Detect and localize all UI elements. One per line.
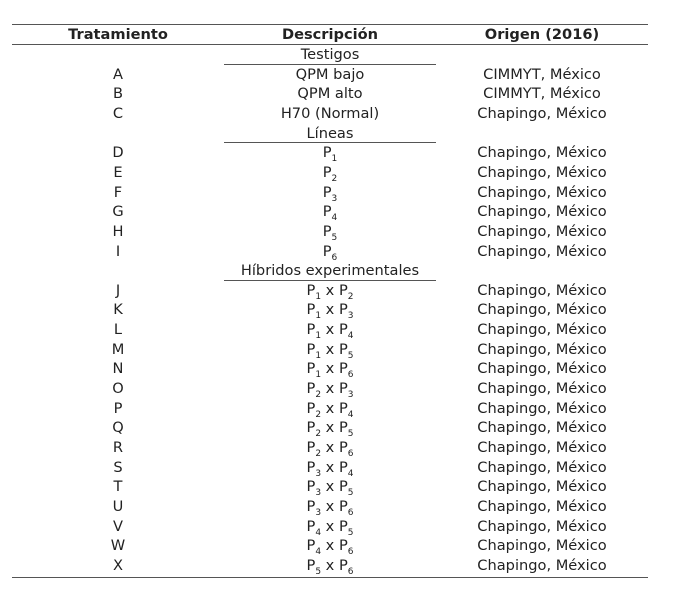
treatment-cell: A	[113, 65, 123, 83]
origin-cell: Chapingo, México	[477, 340, 607, 358]
origin-cell: Chapingo, México	[477, 144, 607, 162]
description-text: H70 (Normal)	[280, 104, 380, 122]
parent-1-index: 2	[315, 449, 322, 459]
origin-cell: Chapingo, México	[477, 419, 607, 437]
parent-2-index: 5	[347, 527, 354, 538]
origin-cell: Chapingo, México	[477, 222, 607, 240]
parent-2-index: 5	[347, 350, 354, 361]
description-cell	[224, 84, 436, 104]
description-cell: $P_1$ x $P_3$	[306, 301, 354, 322]
origin-cell: Chapingo, México	[477, 478, 607, 496]
origin-cell: Chapingo, México	[477, 399, 607, 417]
treatment-cell: P	[113, 399, 123, 417]
table-row	[12, 418, 648, 438]
treatment-cell: I	[115, 242, 121, 260]
description-cell: $P_1$ x $P_2$	[306, 281, 354, 302]
group-title: Testigos	[300, 46, 360, 63]
parent-1-index: 2	[315, 409, 322, 420]
description-cell: $P_1$ x $P_6$	[306, 360, 354, 381]
origin-cell: Chapingo, México	[477, 301, 607, 319]
parent-2-index: 4	[347, 331, 354, 342]
parent-1-index: 1	[315, 291, 322, 302]
table-row	[12, 300, 648, 320]
table-row	[12, 183, 648, 203]
treatment-cell: O	[112, 380, 124, 398]
table-row	[12, 202, 648, 222]
description-text: QPM bajo	[295, 65, 365, 83]
description-cell: $P_3$ x $P_6$	[306, 497, 354, 518]
parent-1-index: 1	[331, 154, 338, 165]
parent-2-index: 3	[347, 311, 354, 322]
origin-cell: Chapingo, México	[477, 281, 607, 299]
origin-cell: Chapingo, México	[477, 163, 607, 181]
parent-2-index: 5	[347, 488, 354, 499]
table-row	[12, 359, 648, 379]
origin-cell: CIMMYT, México	[483, 65, 601, 83]
treatment-cell: Q	[112, 419, 124, 437]
parent-1-index: 4	[331, 213, 338, 224]
parent-1-index: 4	[315, 527, 322, 538]
group-title: Híbridos experimentales	[240, 262, 420, 280]
description-cell: $P_5$ x $P_6$	[306, 556, 354, 577]
table-row	[12, 438, 648, 458]
table-row	[12, 399, 648, 419]
table-row	[12, 143, 648, 163]
description-cell: $P_3$ x $P_4$	[306, 458, 354, 479]
origin-cell: Chapingo, México	[477, 537, 607, 555]
parent-2-index: 5	[347, 429, 354, 440]
treatment-cell: C	[112, 104, 124, 122]
parent-1-index: 6	[331, 252, 338, 263]
origin-cell: Chapingo, México	[477, 380, 607, 398]
treatment-cell: K	[113, 301, 123, 319]
origin-cell: Chapingo, México	[477, 203, 607, 221]
description-text: QPM alto	[297, 85, 363, 103]
table-row	[12, 458, 648, 478]
parent-1-index: 1	[315, 370, 322, 381]
treatment-cell: B	[112, 85, 123, 103]
description-cell: $P_3$	[322, 183, 338, 204]
parent-1-index: 2	[315, 429, 322, 440]
origin-cell: Chapingo, México	[477, 497, 607, 515]
description-cell: $P_2$ x $P_4$	[306, 399, 354, 420]
treatment-cell: E	[113, 163, 123, 181]
treatment-cell: U	[112, 497, 124, 515]
parent-1-index: 3	[315, 468, 322, 479]
treatment-cell: W	[110, 537, 126, 555]
description-cell: $P_4$ x $P_6$	[306, 537, 354, 558]
description-cell: $P_2$ x $P_5$	[306, 419, 354, 440]
header-description: Descripción	[281, 26, 379, 43]
parent-2-index: 6	[347, 370, 354, 381]
treatment-cell: M	[111, 340, 125, 358]
table-row	[12, 65, 648, 85]
description-cell: $P_3$ x $P_5$	[306, 478, 354, 499]
table-row	[12, 379, 648, 399]
parent-1-index: 1	[315, 331, 322, 342]
table-row	[12, 104, 648, 124]
parent-2-index: 6	[347, 449, 354, 459]
treatment-cell: T	[113, 478, 123, 496]
description-cell: $P_2$ x $P_3$	[306, 380, 354, 401]
parent-2-index: 6	[347, 566, 354, 577]
table-row	[12, 517, 648, 537]
description-cell: $P_4$ x $P_5$	[306, 517, 354, 538]
parent-2-index: 4	[347, 409, 354, 420]
parent-2-index: 3	[347, 390, 354, 401]
table-row	[12, 320, 648, 340]
origin-cell: Chapingo, México	[477, 556, 607, 574]
table-row	[12, 163, 648, 183]
origin-cell: Chapingo, México	[477, 458, 607, 476]
treatment-cell: X	[113, 556, 123, 574]
table-row	[12, 556, 648, 576]
description-cell: $P_2$	[322, 163, 338, 184]
parent-1-index: 5	[331, 232, 338, 243]
table-row	[12, 281, 648, 301]
parent-2-index: 6	[347, 507, 354, 518]
treatment-cell: D	[112, 144, 124, 162]
treatment-cell: S	[113, 458, 123, 476]
description-cell: $P_6$	[322, 242, 338, 263]
origin-cell: CIMMYT, México	[483, 85, 601, 103]
origin-cell: Chapingo, México	[477, 104, 607, 122]
treatment-cell: F	[113, 183, 123, 201]
parent-1-index: 3	[315, 488, 322, 499]
parent-2-index: 2	[347, 291, 354, 302]
table-row	[12, 497, 648, 517]
treatment-cell: G	[112, 203, 124, 221]
table-row	[12, 536, 648, 556]
parent-1-index: 3	[315, 507, 322, 518]
parent-2-index: 4	[347, 468, 354, 479]
parent-1-index: 1	[315, 350, 322, 361]
table-row	[12, 340, 648, 360]
parent-1-index: 4	[315, 547, 322, 558]
description-cell: $P_4$	[322, 203, 338, 224]
table-row	[12, 477, 648, 497]
header-origin: Origen (2016)	[484, 26, 600, 43]
table-row	[12, 222, 648, 242]
parent-1-index: 1	[315, 311, 322, 322]
description-cell: $P_1$	[322, 144, 338, 165]
description-cell	[224, 65, 436, 85]
table-row	[12, 84, 648, 104]
parent-1-index: 5	[315, 566, 322, 577]
treatment-cell: R	[112, 439, 124, 456]
description-cell	[224, 104, 436, 124]
treatment-cell: N	[112, 360, 124, 378]
table-row	[12, 242, 648, 262]
description-cell: $P_2$ x $P_6$	[306, 439, 354, 459]
parent-1-index: 2	[315, 390, 322, 401]
description-cell: $P_1$ x $P_4$	[306, 321, 354, 342]
origin-cell: Chapingo, México	[477, 183, 607, 201]
parent-1-index: 2	[331, 173, 338, 184]
description-cell: $P_1$ x $P_5$	[306, 340, 354, 361]
parent-1-index: 3	[331, 193, 338, 204]
group-title: Líneas	[306, 124, 354, 142]
parent-2-index: 6	[347, 547, 354, 558]
origin-cell: Chapingo, México	[477, 321, 607, 339]
origin-cell: Chapingo, México	[477, 242, 607, 260]
bottom-rule	[12, 577, 648, 578]
header-row	[12, 25, 648, 45]
description-cell: $P_5$	[322, 222, 338, 243]
treatment-cell: L	[113, 321, 123, 339]
treatment-cell: V	[113, 517, 123, 535]
origin-cell: Chapingo, México	[477, 517, 607, 535]
header-treatment: Tratamiento	[68, 26, 168, 43]
treatment-cell: J	[115, 281, 121, 299]
treatment-cell: H	[112, 222, 124, 240]
origin-cell: Chapingo, México	[477, 360, 607, 378]
origin-cell: Chapingo, México	[477, 439, 607, 456]
